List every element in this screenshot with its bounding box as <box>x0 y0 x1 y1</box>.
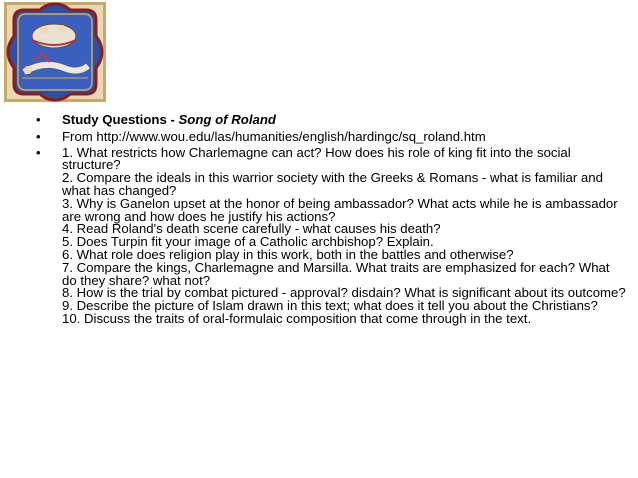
manuscript-illumination-image <box>4 2 106 102</box>
source-item <box>36 128 626 144</box>
heading-title: Song of Roland <box>178 112 276 127</box>
questions-item <box>36 144 626 326</box>
question-7: 7. Compare the kings, Charlemagne and Marsilla. What traits are emphasized for each? What do they share? what not? <box>62 259 610 288</box>
heading-bold: Study Questions - <box>62 112 179 127</box>
question-8: 8. How is the trial by combat pictured - approval? disdain? What is significant about its outcome? <box>62 285 626 301</box>
question-1: • 1. What restricts how Charlemagne can act? How does his role of king fit into the social structure? <box>62 144 571 173</box>
question-5: 5. Does Turpin fit your image of a Catholic archbishop? Explain. <box>62 234 434 250</box>
question-2: 2. Compare the ideals in this warrior society with the Greeks & Romans - what is familiar and what has changed? <box>62 170 603 198</box>
source-url: From http://www.wou.edu/las/humanities/english/hardingc/sq_roland.htm <box>62 128 486 144</box>
question-6: 6. What role does religion play in this work, both in the battles and otherwise? <box>62 246 514 262</box>
question-4: 4. Read Roland's death scene carefully - what causes his death? <box>62 221 441 237</box>
heading-item <box>36 114 626 127</box>
bullet-list <box>36 114 626 329</box>
question-9: 9. Describe the picture of Islam drawn in this text; what does it tell you about the Christians? <box>62 298 598 314</box>
question-3: 3. Why is Ganelon upset at the honor of being ambassador? What acts while he is ambassador are wrong and how does he justify his actions? <box>62 195 618 224</box>
question-10: 10. Discuss the traits of oral-formulaic composition that come through in the text. <box>62 310 532 326</box>
